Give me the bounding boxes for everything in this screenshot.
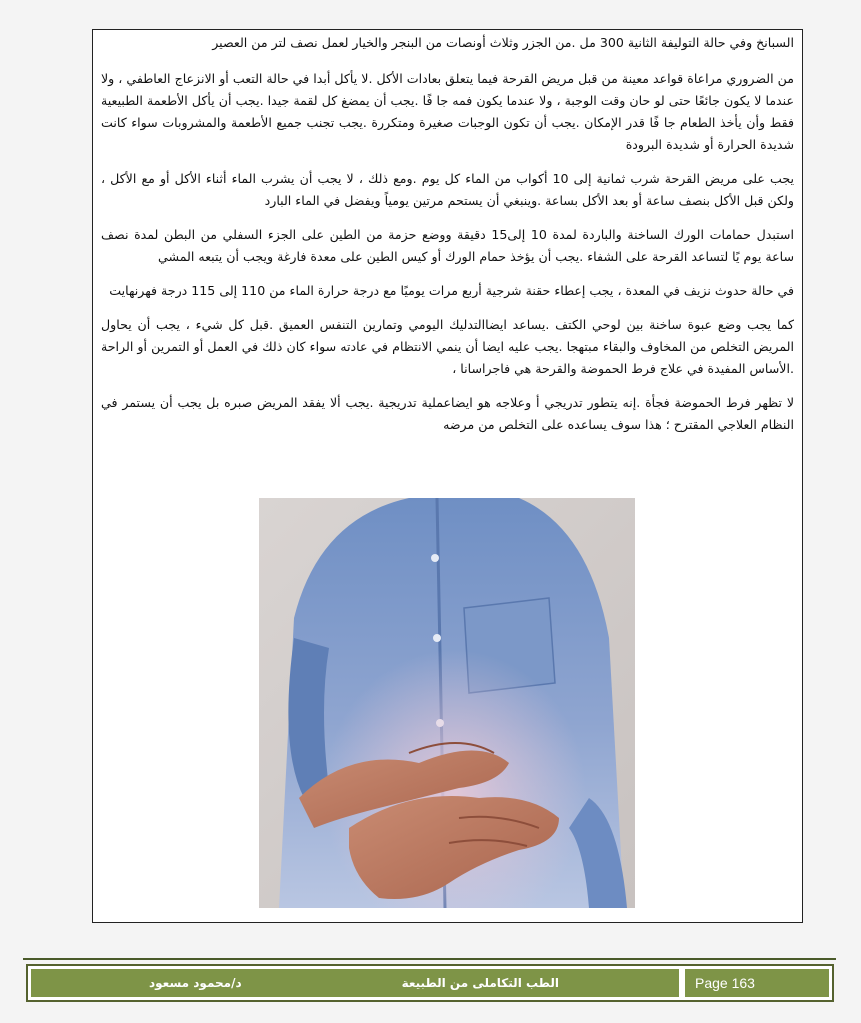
footer-book-title: الطب التكاملى من الطبيعة xyxy=(401,976,559,990)
paragraph-5: في حالة حدوث نزيف في المعدة ، يجب إعطاء حقنة شرجية أربع مرات يوميًا مع درجة حرارة الماء من 110 إلى 115 درجة فهرنهايت xyxy=(109,283,794,298)
paragraph-1: السبانخ وفي حالة التوليفة الثانية 300 مل .من الجزر وثلاث أونصات من البنجر والخيار لعمل نصف لتر من العصير xyxy=(212,35,794,50)
footer-divider xyxy=(681,969,683,997)
page-footer xyxy=(26,964,834,1002)
body-text xyxy=(101,32,794,448)
page-frame xyxy=(92,29,803,923)
footer-author: د/محمود مسعود xyxy=(149,976,242,990)
footer-title-bar xyxy=(31,969,679,997)
page-number: Page 163 xyxy=(685,969,829,997)
paragraph-4: استبدل حمامات الورك الساخنة والباردة لمدة 10 إلى15 دقيقة ووضع حزمة من الطين على الجزء السفلي من البطن لمدة نصف ساعة يوم يًا لتساعد القرحة على الشفاء .يجب أن يؤخذ حمام الورك أو كيس الطين على معدة فارغة ويجب أن يتبعه المشي xyxy=(101,227,794,264)
paragraph-6: كما يجب وضع عبوة ساخنة بين لوحي الكتف .يساعد ايضاالتدليك اليومي وتمارين التنفس العميق .قبل كل شيء ، يجب أن يحاول المريض التخلص من المخاوف والبقاء مبتهجا .يجب عليه ايضا أن ينمي الانتظام في عادته سواء كان ذلك في العمل أو التمرين أو الراحة .الأساس المفيدة في علاج فرط الحموضة والقرحة هي فاجراسانا ، xyxy=(101,317,794,376)
footer-rule xyxy=(23,958,836,960)
stomach-pain-photo xyxy=(259,498,635,908)
paragraph-3: يجب على مريض القرحة شرب ثمانية إلى 10 أكواب من الماء كل يوم .ومع ذلك ، لا يجب أن يشرب الماء أثناء الأكل أو مع الأكل ، ولكن قبل الأكل بنصف ساعة أو بعد الأكل بساعة .وينبغي أن يستحم مرتين يومياً ويفضل في الماء البارد xyxy=(101,171,794,208)
paragraph-7: لا تظهر فرط الحموضة فجأة .إنه يتطور تدريجي أ وعلاجه هو ايضاعملية تدريجية .يجب ألا يفقد المريض صبره بل يجب أن يستمر في النظام العلاجي المقترح ؛ هذا سوف يساعده على التخلص من مرضه xyxy=(101,395,794,432)
paragraph-2: من الضروري مراعاة قواعد معينة من قبل مريض القرحة فيما يتعلق بعادات الأكل .لا يأكل أبدا في حالة التعب أو الانزعاج العاطفي ، ولا عندما لا يكون جائعًا حتى لو حان وقت الوجبة ، ولا عندما يكون فمه جا فًا .يجب أن يمضغ كل لقمة جيدا .يجب أن يأكل الأطعمة الطبيعية فقط وأن يأخذ الطعام جا فًا قدر الإمكان .يجب أن تكون الوجبات صغيرة ومتكررة .يجب تجنب جميع الأطعمة والمشروبات سواء كانت شديدة الحرارة أو شديدة البرودة xyxy=(101,71,794,152)
